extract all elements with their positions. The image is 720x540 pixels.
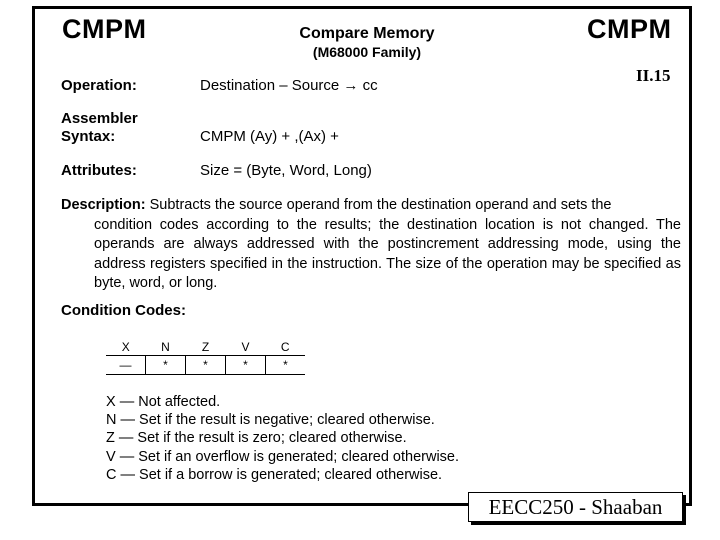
attributes-value: Size = (Byte, Word, Long): [200, 162, 372, 179]
cc-value-v: *: [226, 356, 266, 375]
cc-value-z: *: [186, 356, 226, 375]
legend-item-v: V — Set if an overflow is generated; cleared otherwise.: [106, 448, 460, 465]
cc-header-z: Z: [201, 340, 210, 354]
attributes-label: Attributes:: [61, 162, 137, 179]
cc-header-v: V: [241, 340, 250, 354]
condition-codes-legend: [106, 393, 459, 484]
mnemonic-left: CMPM: [62, 14, 147, 44]
assembler-value: CMPM (Ay) + ,(Ax) +: [200, 128, 339, 145]
description-text-first: Subtracts the source operand from the destination operand and sets the: [149, 197, 612, 213]
legend-item-c: C — Set if a borrow is generated; cleared otherwise.: [106, 466, 443, 483]
slide-number: II.15: [636, 66, 671, 85]
cc-value-n: *: [146, 356, 186, 375]
course-footer: EECC250 - Shaaban: [468, 492, 683, 522]
syntax-label: Syntax:: [61, 128, 116, 145]
assembler-label: Assembler: [61, 110, 138, 127]
cc-header-c: C: [280, 340, 290, 354]
legend-item-z: Z — Set if the result is zero; cleared otherwise.: [106, 430, 407, 447]
cc-header-x: X: [121, 340, 130, 354]
operation-label: Operation:: [61, 77, 137, 94]
cc-header-n: N: [161, 340, 170, 354]
legend-item-n: N — Set if the result is negative; cleared otherwise.: [106, 412, 435, 429]
description-block: [61, 196, 681, 294]
cc-value-x: —: [106, 356, 146, 375]
mnemonic-right: CMPM: [587, 14, 672, 44]
condition-codes-label: Condition Codes:: [61, 302, 186, 319]
page-subtitle: (M68000 Family): [312, 44, 422, 60]
page-title: Compare Memory: [299, 25, 435, 42]
description-text-rest: condition codes according to the results; the destination location is not changed. The operands are always addressed with the postincrement addressing mode, using the address registers specified in the instruction. The size of the operation may be specified as byte, word, or long.: [94, 216, 681, 291]
condition-codes-table: [106, 339, 305, 375]
legend-item-x: X — Not affected.: [106, 394, 221, 410]
description-label: Description:: [61, 197, 146, 213]
operation-value: Destination – Source → cc: [200, 77, 378, 94]
cc-value-c: *: [266, 356, 306, 375]
